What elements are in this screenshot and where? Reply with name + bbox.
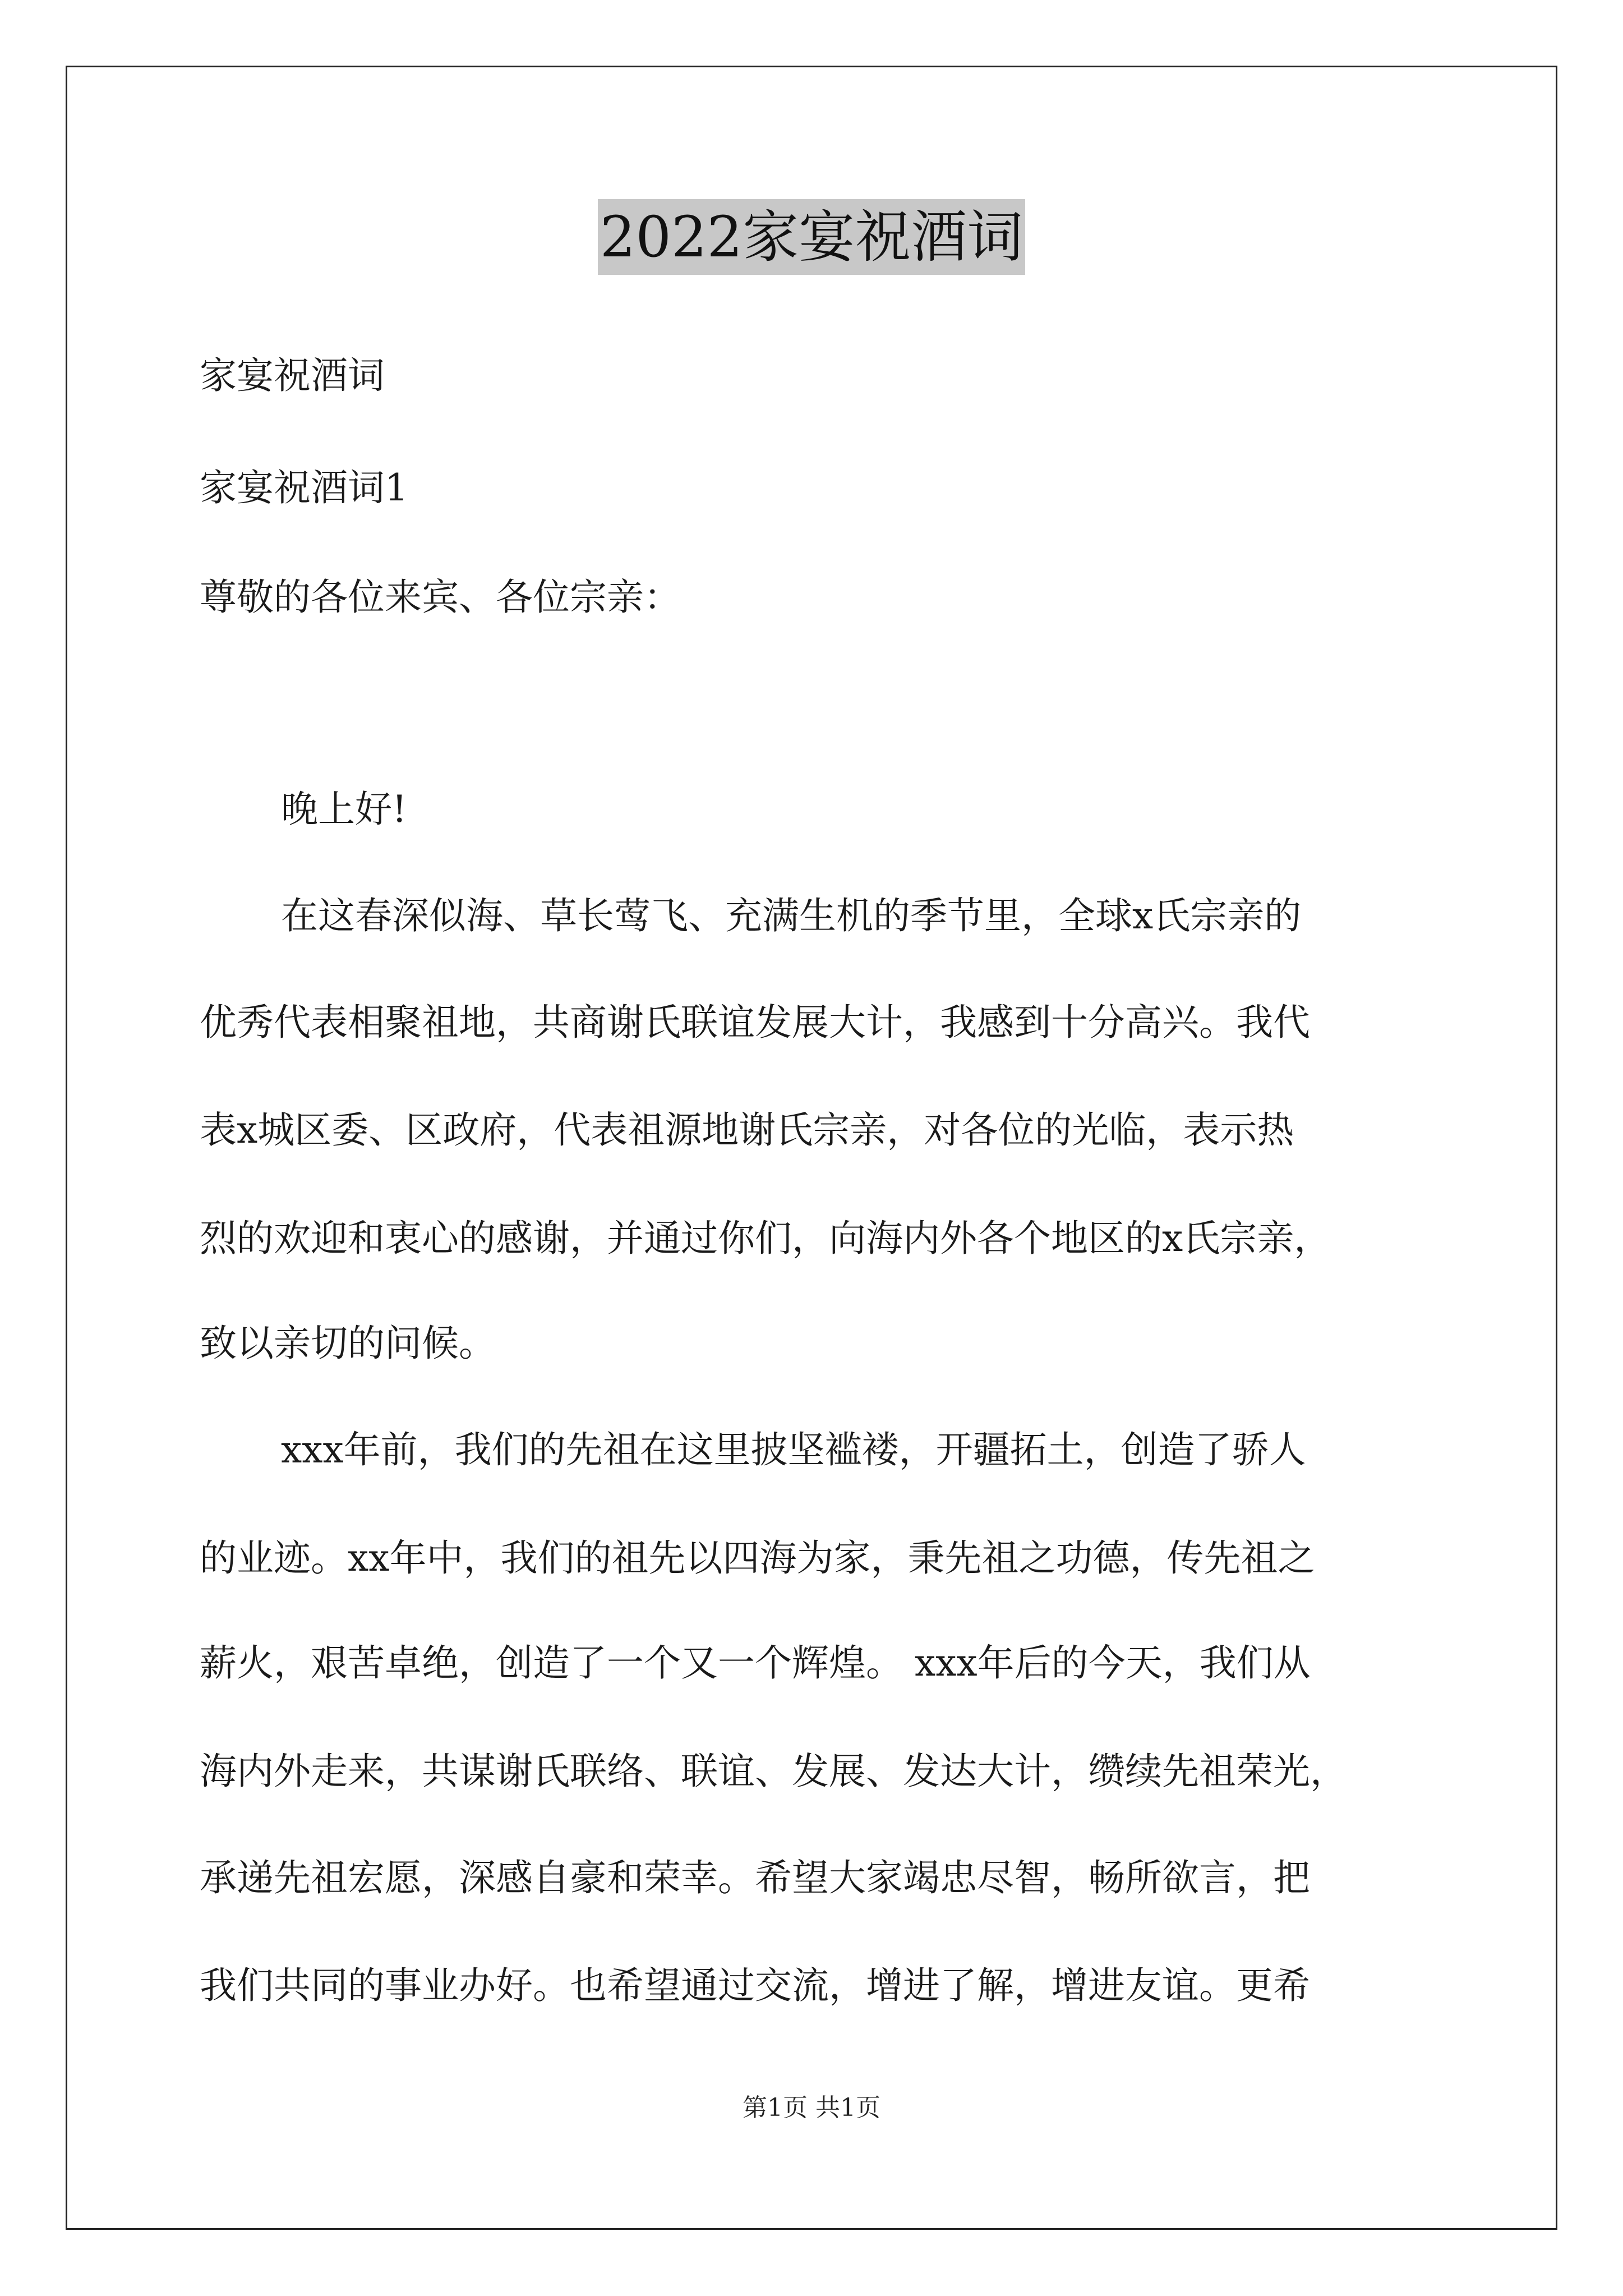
title-container bbox=[0, 199, 1623, 275]
paragraph-line: 的业迹。xx年中，我们的祖先以四海为家，秉先祖之功德，传先祖之 bbox=[200, 1536, 1315, 1580]
document-title: 2022家宴祝酒词 bbox=[598, 199, 1026, 275]
section-heading: 家宴祝酒词1 bbox=[200, 466, 408, 509]
paragraph-line: 致以亲切的问候。 bbox=[200, 1322, 496, 1365]
subtitle: 家宴祝酒词 bbox=[200, 354, 385, 397]
paragraph-line: xxx年前，我们的先祖在这里披坚褴褛，开疆拓土，创造了骄人 bbox=[281, 1428, 1306, 1471]
paragraph-line: 薪火，艰苦卓绝，创造了一个又一个辉煌。 xxx年后的今天，我们从 bbox=[200, 1641, 1311, 1685]
page-footer: 第1页 共1页 bbox=[743, 2093, 880, 2122]
paragraph-line: 优秀代表相聚祖地，共商谢氏联谊发展大计，我感到十分高兴。我代 bbox=[200, 1001, 1310, 1044]
paragraph-line: 我们共同的事业办好。也希望通过交流，增进了解，增进友谊。更希 bbox=[200, 1964, 1310, 2007]
salutation: 尊敬的各位来宾、各位宗亲： bbox=[200, 576, 681, 619]
paragraph-line: 海内外走来，共谋谢氏联络、联谊、发展、发达大计，缵续先祖荣光， bbox=[200, 1750, 1347, 1793]
paragraph-line: 在这春深似海、草长莺飞、充满生机的季节里，全球x氏宗亲的 bbox=[281, 894, 1302, 937]
paragraph-line: 承递先祖宏愿，深感自豪和荣幸。希望大家竭忠尽智，畅所欲言，把 bbox=[200, 1856, 1310, 1899]
greeting: 晚上好! bbox=[281, 788, 407, 831]
paragraph-line: 烈的欢迎和衷心的感谢，并通过你们，向海内外各个地区的x氏宗亲， bbox=[200, 1217, 1331, 1260]
paragraph-line: 表x城区委、区政府，代表祖源地谢氏宗亲，对各位的光临，表示热 bbox=[200, 1108, 1294, 1152]
